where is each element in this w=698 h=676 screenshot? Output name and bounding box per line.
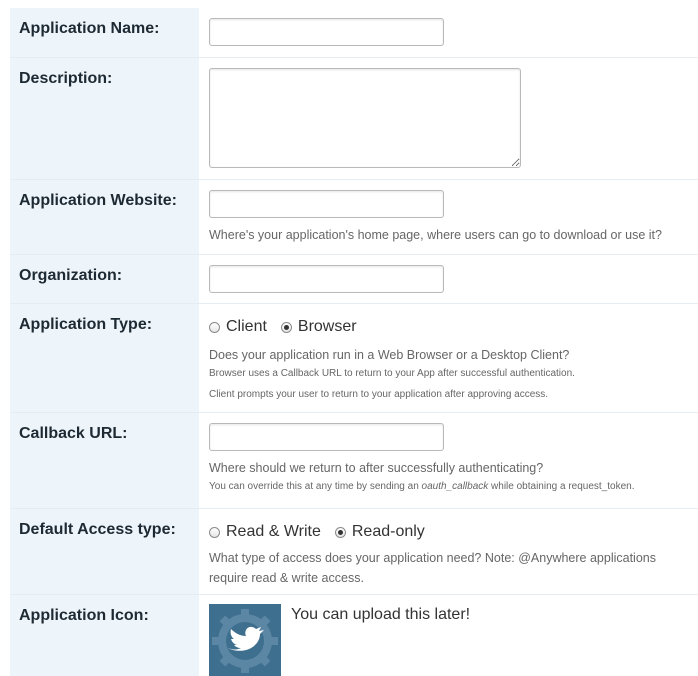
callback-url-note-param: oauth_callback — [421, 481, 489, 492]
row-organization — [10, 254, 698, 303]
upload-later-note: You can upload this later! — [291, 606, 471, 623]
application-type-radio-group — [209, 317, 698, 337]
read-only-radio[interactable] — [335, 527, 346, 538]
row-application-type — [10, 303, 698, 412]
callback-url-note-suffix: while obtaining a request_token. — [491, 481, 635, 492]
application-website-cell — [199, 180, 698, 254]
organization-input[interactable] — [209, 265, 444, 293]
default-access-type-radio-group — [209, 522, 698, 542]
callback-url-note-prefix: You can override this at any time by sending an — [209, 481, 419, 492]
callback-url-label: Callback URL: — [10, 413, 199, 508]
application-type-cell — [199, 304, 698, 412]
read-write-radio[interactable] — [209, 527, 220, 538]
application-registration-form — [10, 8, 698, 676]
application-type-label: Application Type: — [10, 304, 199, 412]
description-cell — [199, 58, 698, 179]
row-application-website — [10, 179, 698, 254]
read-write-radio-label: Read & Write — [226, 523, 321, 540]
client-radio[interactable] — [209, 322, 220, 333]
client-radio-label: Client — [226, 318, 267, 335]
application-website-hint: Where's your application's home page, where users can go to download or use it? — [209, 228, 662, 242]
access-option-read-only[interactable] — [335, 523, 425, 541]
row-callback-url — [10, 412, 698, 508]
organization-label: Organization: — [10, 255, 199, 303]
access-option-read-write[interactable] — [209, 523, 321, 541]
application-name-input[interactable] — [209, 18, 444, 46]
browser-radio[interactable] — [281, 322, 292, 333]
twitter-bird-gear-icon — [209, 604, 281, 676]
description-textarea[interactable] — [209, 68, 521, 168]
application-name-cell — [199, 8, 698, 57]
default-access-type-cell — [199, 509, 698, 594]
application-type-browser-note: Browser uses a Callback URL to return to your App after successful authentication. — [209, 368, 575, 379]
row-description — [10, 57, 698, 179]
application-type-hint: Does your application run in a Web Browser or a Desktop Client? — [209, 348, 570, 362]
application-icon-area — [209, 604, 698, 676]
application-website-input[interactable] — [209, 190, 444, 218]
callback-url-hint: Where should we return to after successfully authenticating? — [209, 461, 544, 475]
browser-radio-label: Browser — [297, 318, 357, 335]
row-application-name — [10, 8, 698, 57]
row-application-icon — [10, 594, 698, 676]
organization-cell — [199, 255, 698, 303]
read-only-radio-label: Read-only — [351, 523, 425, 540]
application-type-option-client[interactable] — [209, 318, 267, 336]
default-access-type-label: Default Access type: — [10, 509, 199, 594]
row-default-access-type — [10, 508, 698, 594]
application-name-label: Application Name: — [10, 8, 199, 57]
application-type-option-browser[interactable] — [281, 318, 357, 336]
callback-url-input[interactable] — [209, 423, 444, 451]
default-access-type-hint: What type of access does your application need? Note: @Anywhere applications require read & write access. — [209, 551, 656, 585]
callback-url-note — [209, 481, 698, 493]
application-type-client-note: Client prompts your user to return to your application after approving access. — [209, 389, 549, 400]
application-icon-cell — [199, 595, 698, 676]
application-website-label: Application Website: — [10, 180, 199, 254]
application-icon-label: Application Icon: — [10, 595, 199, 676]
callback-url-cell — [199, 413, 698, 508]
description-label: Description: — [10, 58, 199, 179]
